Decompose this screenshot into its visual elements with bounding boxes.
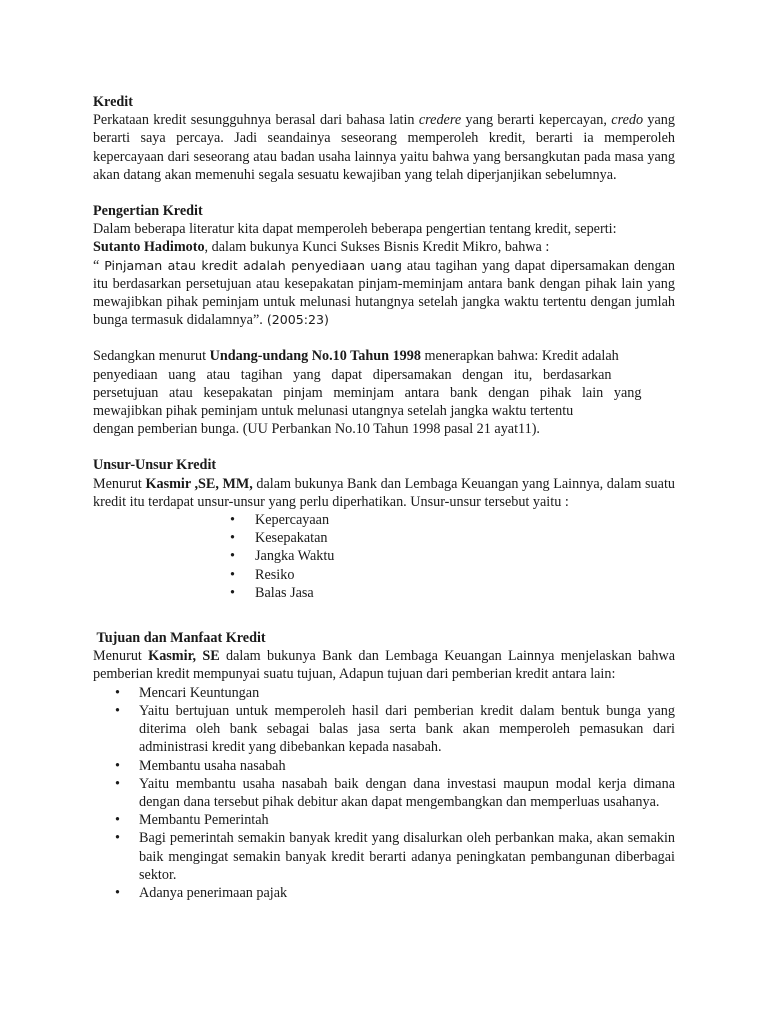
- paragraph-undang-line-2: penyediaan uang atau tagihan yang dapat dipersamakan dengan itu, berdasarkan: [93, 366, 612, 383]
- text-span: yang berarti saya percaya. Jadi seandainya seseorang memperoleh kredit, berarti ia memperoleh kepercayaan dari seseorang atau badan usaha lainnya yaitu bahwa yang bersangkutan pada masa yang akan datang akan memenuhi segala sesuatu kewajiban yang telah diperjanjikan sebelumnya.: [93, 112, 675, 183]
- heading-kredit: Kredit: [93, 94, 133, 110]
- list-item: • Resiko: [93, 566, 675, 584]
- text-span: yang berarti kepercayan,: [461, 112, 612, 129]
- paragraph-undang-line-3: persetujuan atau kesepakatan pinjam meminjam antara bank dengan pihak lain yang: [93, 384, 642, 401]
- list-item: • Adanya penerimaan pajak: [93, 884, 675, 902]
- term-credere: credere: [418, 112, 462, 129]
- text-span: , dalam bukunya Kunci Sukses Bisnis Kredit Mikro, bahwa :: [204, 239, 550, 256]
- tujuan-list: [93, 684, 675, 902]
- text-span: dalam bukunya Bank dan Lembaga Keuangan yang Lainnya, dalam suatu kredit itu terdapat unsur-unsur yang perlu diperhatikan. Unsur-unsur tersebut yaitu :: [93, 475, 675, 510]
- author-kasmir-se: Kasmir, SE: [148, 648, 220, 665]
- list-item: • Membantu Pemerintah: [93, 811, 675, 829]
- text-span: menerapkan bahwa: Kredit adalah: [420, 348, 619, 365]
- paragraph-sutanto: [93, 238, 675, 256]
- paragraph-kredit: [93, 111, 675, 184]
- list-item: • Yaitu membantu usaha nasabah baik dengan dana investasi maupun modal kerja dimana dengan dana tersebut pihak debitur akan dapat mengembangkan dan memperluas usahanya.: [93, 775, 675, 811]
- law-reference: Undang-undang No.10 Tahun 1998: [209, 348, 421, 365]
- quote-paragraph: [93, 257, 675, 330]
- unsur-list: [93, 511, 675, 602]
- list-item: • Jangka Waktu: [93, 547, 675, 565]
- list-item: • Yaitu bertujuan untuk memperoleh hasil dari pemberian kredit dalam bentuk bunga yang diterima oleh bank sebagai balas jasa serta bank akan memperoleh pemasukan dari administrasi kredit yang dibebankan kepada nasabah.: [93, 702, 675, 757]
- paragraph-undang-line-5: dengan pemberian bunga. (UU Perbankan No.10 Tahun 1998 pasal 21 ayat11).: [93, 421, 540, 438]
- text-span: Menurut: [93, 475, 146, 492]
- list-item: • Kepercayaan: [93, 511, 675, 529]
- heading-text: Tujuan dan Manfaat Kredit: [96, 630, 266, 647]
- paragraph-pengertian-intro: Dalam beberapa literatur kita dapat memperoleh beberapa pengertian tentang kredit, seperti:: [93, 221, 617, 238]
- text-span: Menurut: [93, 648, 149, 665]
- text-span: dalam bukunya Bank dan Lembaga Keuangan Lainnya menjelaskan bahwa pemberian kredit mempunyai suatu tujuan, Adapun tujuan dari pemberian kredit antara lain:: [93, 648, 675, 683]
- author-sutanto: Sutanto Hadimoto: [93, 239, 205, 256]
- paragraph-tujuan: [93, 647, 675, 683]
- text-span: Perkataan kredit sesungguhnya berasal dari bahasa latin: [93, 112, 419, 129]
- list-item: • Bagi pemerintah semakin banyak kredit yang disalurkan oleh perbankan maka, akan semakin baik mengingat semakin banyak kredit berarti adanya peningkatan pembangunan diberbagai sektor.: [93, 829, 675, 884]
- quote-open: “: [93, 257, 105, 274]
- list-item: • Mencari Keuntungan: [93, 684, 675, 702]
- quote-rest: atau tagihan yang dapat dipersamakan dengan itu berdasarkan persetujuan atau kesepakatan pinjam-meminjam antara bank dengan pihak lain yang mewajibkan pihak peminjam untuk melunasi hutangnya setelah jangka waktu tertentu dengan jumlah bunga termasuk didalamnya”.: [93, 257, 675, 329]
- heading-pengertian-kredit: Pengertian Kredit: [93, 203, 203, 220]
- paragraph-undang-line-1: [93, 347, 675, 365]
- list-item: • Kesepakatan: [93, 529, 675, 547]
- list-item: • Membantu usaha nasabah: [93, 757, 675, 775]
- heading-tujuan-kredit: [93, 629, 675, 647]
- heading-unsur-kredit: Unsur-Unsur Kredit: [93, 457, 217, 474]
- term-credo: credo: [611, 112, 644, 129]
- quote-sans-text: Pinjaman atau kredit adalah penyediaan uang: [104, 257, 402, 273]
- quote-year: (2005:23): [262, 312, 329, 328]
- paragraph-unsur: [93, 475, 675, 511]
- list-item: • Balas Jasa: [93, 584, 675, 602]
- author-kasmir: Kasmir ,SE, MM,: [145, 475, 253, 492]
- text-span: Sedangkan menurut: [93, 348, 210, 365]
- paragraph-undang-line-4: mewajibkan pihak peminjam untuk melunasi utangnya setelah jangka waktu tertentu: [93, 403, 574, 420]
